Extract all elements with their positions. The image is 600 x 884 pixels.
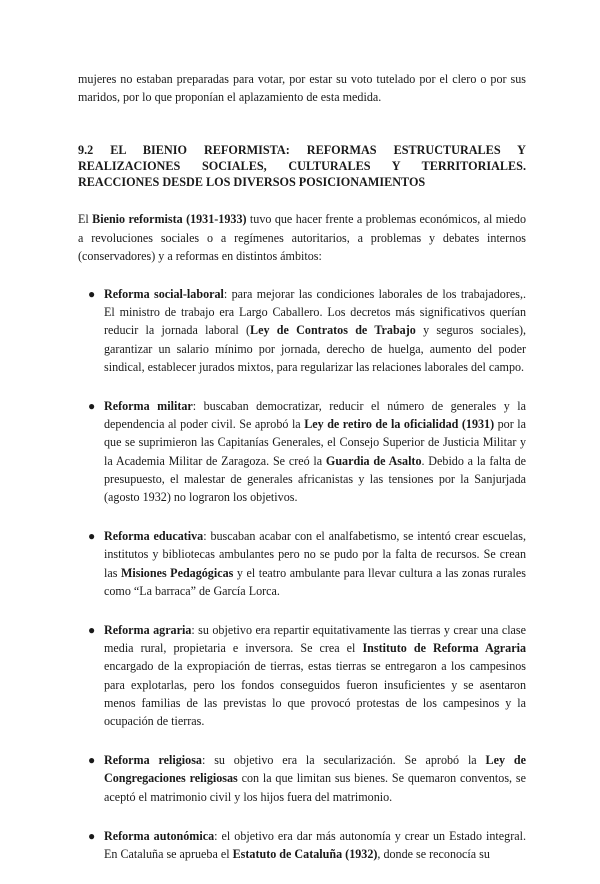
item-title: Reforma religiosa — [104, 753, 202, 768]
item-text-part: . Debido a la falta de presupuesto, el malestar de generales africanistas y las tensiones por la Sanjurjada (agosto 1932) no lograron los objetivos. — [104, 453, 526, 505]
item-bold-part: Ley de Congregaciones religiosas — [104, 753, 526, 786]
item-bold-part: Guardia de Asalto — [325, 453, 422, 468]
item-text-part: : el objetivo era dar más autonomía y crear un Estado integral. En Cataluña se aprueba el — [104, 828, 526, 862]
list-item — [78, 285, 526, 376]
item-title: Reforma militar — [104, 399, 193, 414]
item-text — [104, 397, 526, 506]
bullet-icon: ● — [88, 828, 96, 843]
section-heading — [78, 142, 526, 190]
bullet-icon: ● — [88, 753, 96, 768]
heading-line-1: 9.2 EL BIENIO REFORMISTA: REFORMAS ESTRUCTURALES Y — [78, 143, 526, 158]
item-text-part: y seguros sociales), garantizar un salario mínimo por jornada, derecho de huelga, aumento del poder sindical, establecer jurados mixtos, para regularizar las relaciones laborales del campo. — [104, 323, 527, 374]
heading-line-2: REALIZACIONES SOCIALES, CULTURALES Y TERRITORIALES. — [78, 159, 526, 174]
intro-paragraph: mujeres no estaban preparadas para votar, por estar su voto tutelado por el clero o por sus maridos, por lo que proponían el aplazamiento de esta medida. — [78, 72, 526, 105]
document-page — [78, 70, 526, 884]
lead-pre: El — [78, 212, 93, 227]
list-item — [78, 397, 526, 506]
lead-post: tuvo que hacer frente a problemas económicos, al miedo a revoluciones sociales o a regímenes autoritarios, a problemas y debates internos (conservadores) y a reformas en distintos ámbitos: — [78, 212, 526, 263]
list-item — [78, 621, 526, 730]
item-title: Reforma autonómica — [104, 828, 215, 843]
item-bold-part: Instituto de Reforma Agraria — [362, 641, 526, 656]
reform-list — [78, 285, 526, 863]
item-text-part: encargado de la expropiación de tierras, estas tierras se entregaron a los campesinos para explotarlas, pero los fondos conseguidos fueron insuficientes y se asentaron menos familias de las previstas lo que provocó protestas de los campesinos y la ocupación de tierras. — [104, 659, 526, 729]
item-text-part: : buscaban democratizar, reducir el número de generales y la dependencia al poder civil. Se aprobó la — [104, 399, 526, 432]
bullet-icon: ● — [88, 529, 96, 544]
bullet-icon: ● — [88, 287, 96, 302]
list-item — [78, 751, 526, 806]
item-bold-part: Misiones Pedagógicas — [120, 565, 234, 580]
item-title: Reforma agraria — [104, 623, 192, 638]
bullet-icon: ● — [88, 399, 96, 414]
heading-line-3: REACCIONES DESDE LOS DIVERSOS POSICIONAMIENTOS — [78, 175, 426, 190]
item-bold-part: Estatuto de Cataluña (1932) — [232, 847, 378, 862]
bullet-icon: ● — [88, 623, 96, 638]
item-text — [104, 285, 526, 376]
item-text — [104, 621, 526, 730]
item-bold-part: Ley de retiro de la oficialidad (1931) — [304, 417, 495, 432]
item-text-part: : para mejorar las condiciones laborales de los trabajadores,. El ministro de trabajo era Largo Caballero. Los decretos más significativos querían reducir la jornada laboral ( — [104, 287, 526, 338]
item-text — [104, 527, 526, 600]
item-text — [104, 827, 526, 863]
list-item — [78, 827, 526, 863]
item-text-part: : su objetivo era la secularización. Se aprobó la — [201, 753, 486, 768]
lead-paragraph — [78, 210, 526, 265]
item-text-part: : buscaban acabar con el analfabetismo, se intentó crear escuelas, institutos y bibliotecas ambulantes pero no se pudo por la falta de recursos. Se crean las — [104, 529, 526, 580]
item-title: Reforma social-laboral — [104, 287, 224, 302]
lead-bold: Bienio reformista (1931-1933) — [92, 212, 247, 227]
item-bold-part: Ley de Contratos de Trabajo — [250, 323, 416, 338]
item-text-part: y el teatro ambulante para llevar cultura a las zonas rurales como “La barraca” de García Lorca. — [104, 565, 526, 598]
item-text-part: : su objetivo era repartir equitativamente las tierras y crear una clase media rural, propietaria e inversora. Se crea el — [104, 623, 526, 656]
item-text-part: por la que se suprimieron las Capitanías Generales, el Consejo Superior de Justicia Militar y la Academia Militar de Zaragoza. Se creó la — [104, 417, 526, 468]
item-text-part: con la que limitan sus bienes. Se quemaron conventos, se aceptó el matrimonio civil y los hijos fuera del matrimonio. — [104, 771, 526, 804]
list-item — [78, 527, 526, 600]
item-text-part: , donde se reconocía su — [377, 847, 490, 862]
item-text — [104, 751, 526, 806]
item-title: Reforma educativa — [104, 529, 204, 544]
